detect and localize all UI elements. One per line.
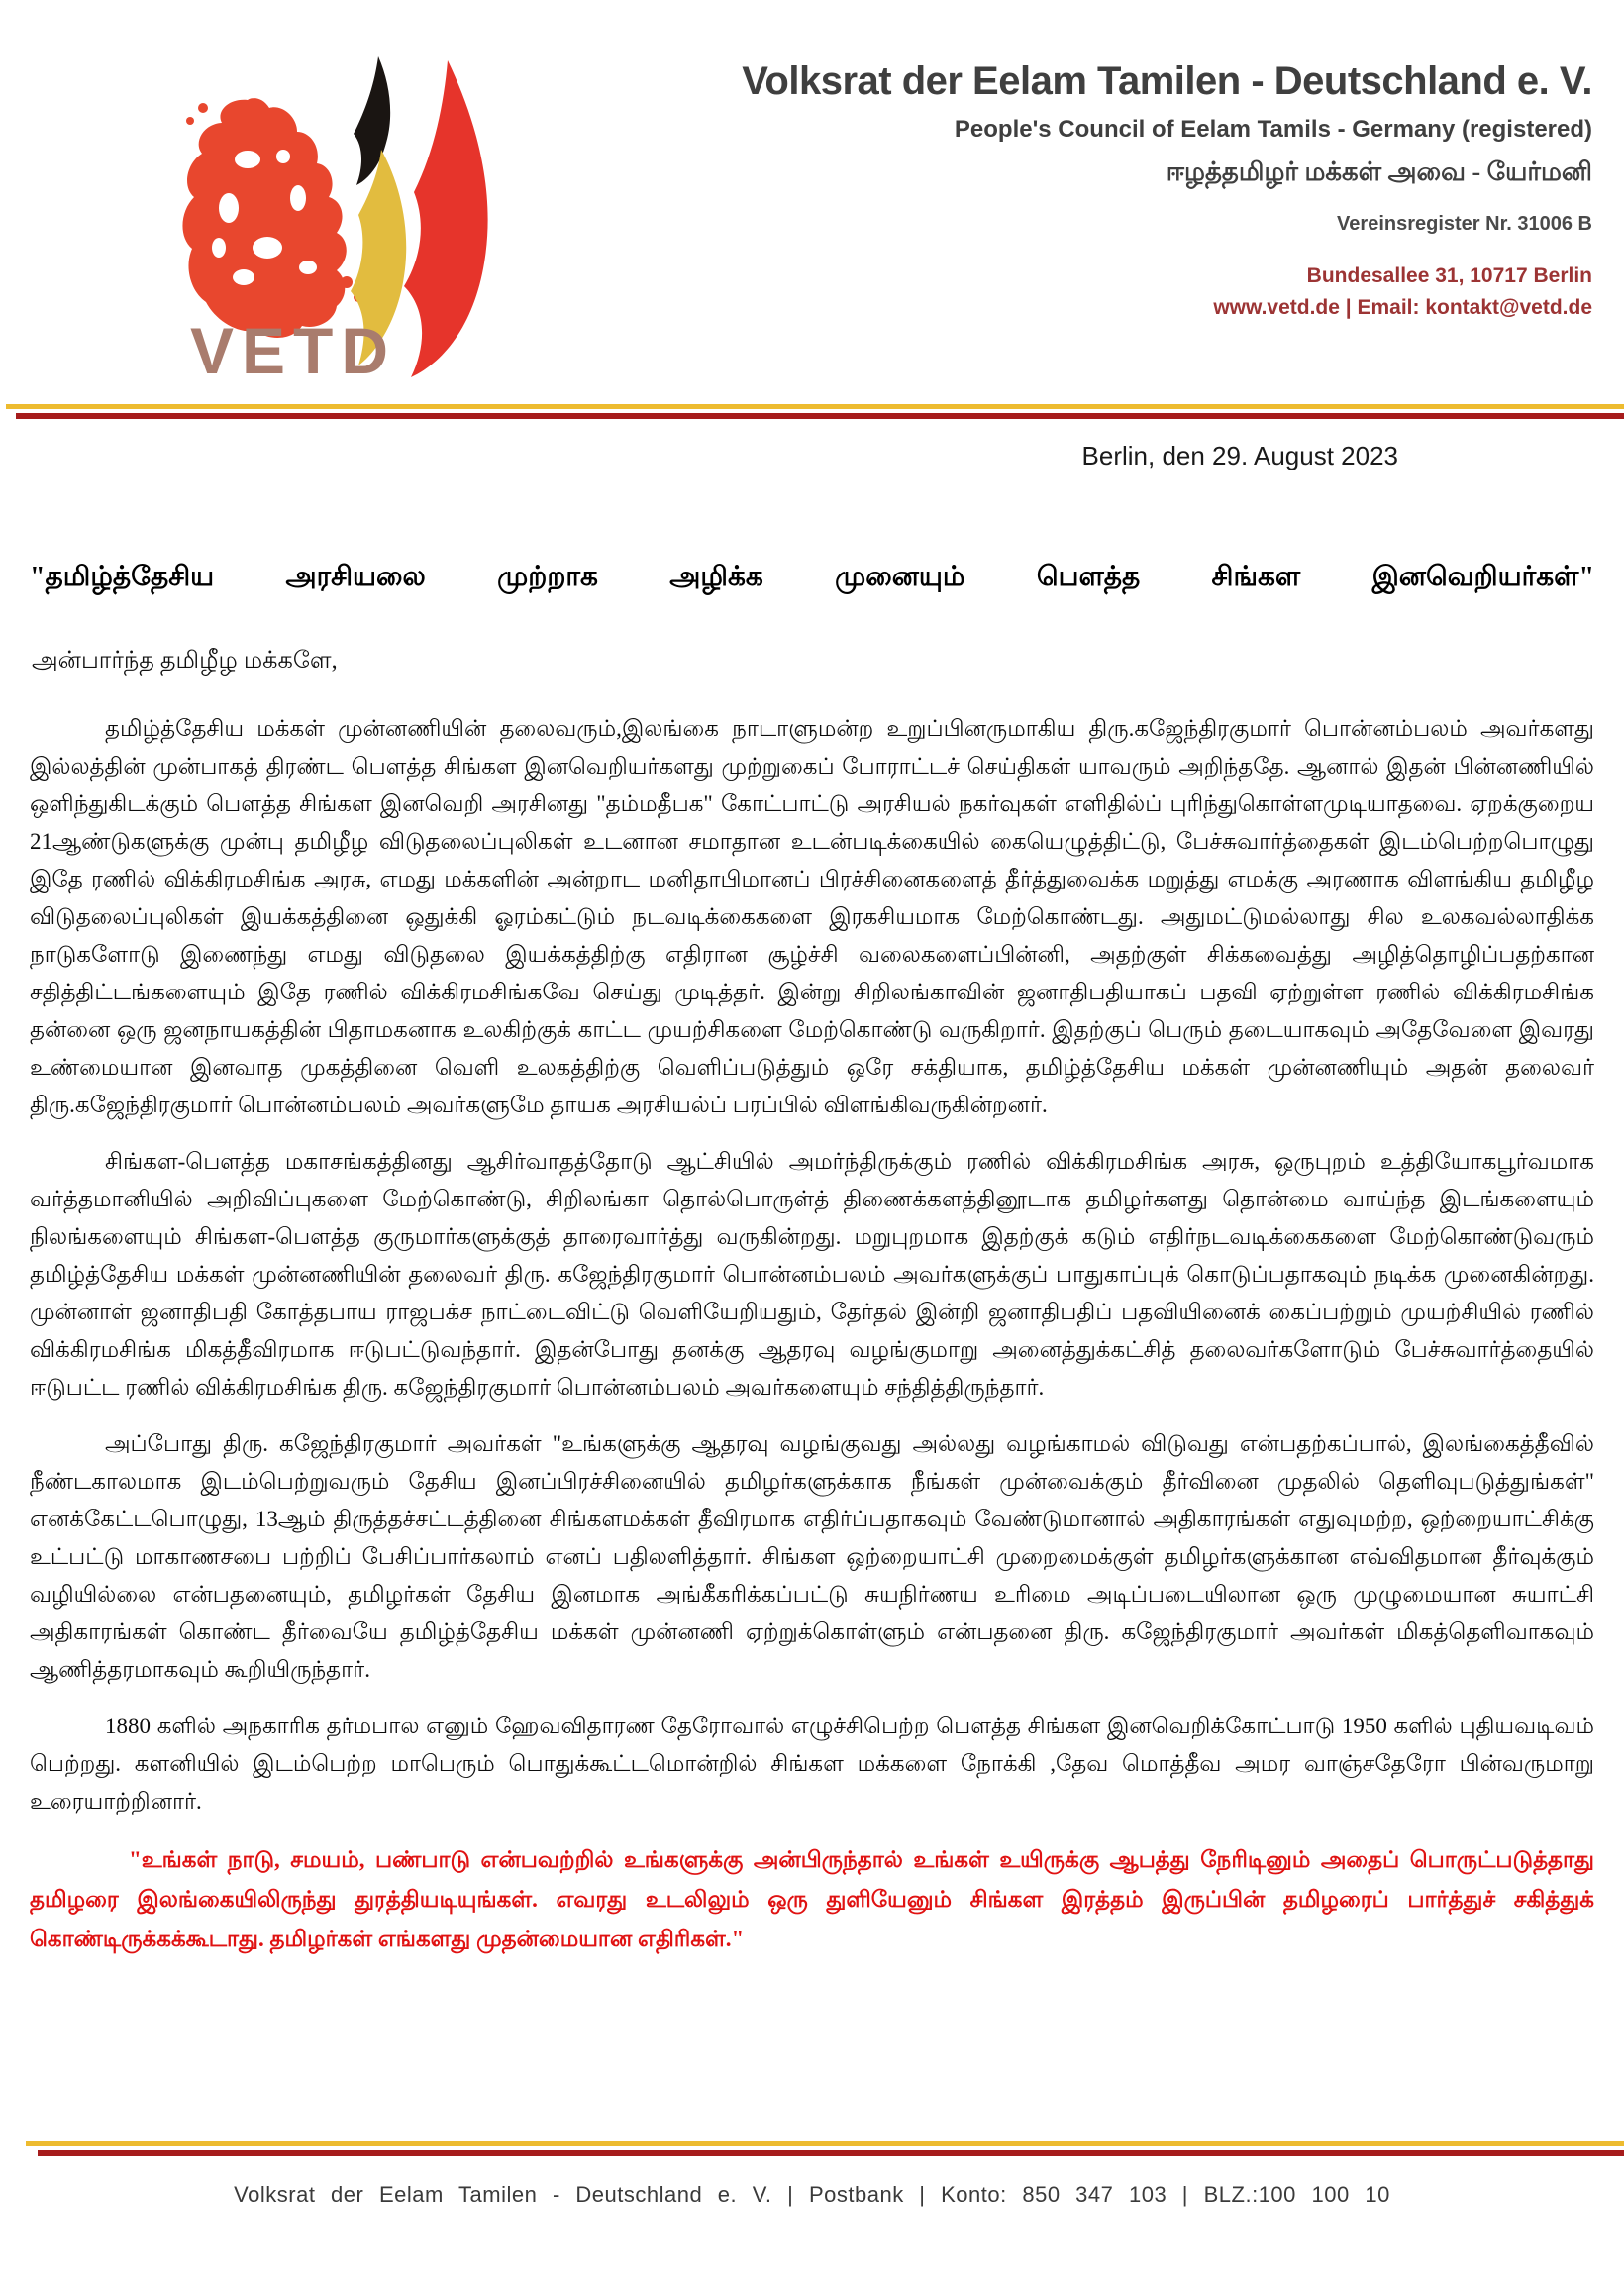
eelam-map-icon [182, 98, 363, 338]
body-paragraph-4: 1880 களில் அநகாரிக தர்மபால எனும் ஹேவவிதாரண தேரோவால் எழுச்சிபெற்ற பௌத்த சிங்கள இனவெறிக்கோட்பாடு 1950 களில் புதியவடிவம் பெற்றது. களனியில் இடம்பெற்ற மாபெரும் பொதுக்கூட்டமொன்றில் சிங்கள மக்களை நோக்கி ,தேவ மொத்தீவ அமர வாஞ்சதேரோ பின்வருமாறு உரையாற்றினார். [30, 1714, 1594, 1814]
headline: "தமிழ்த்தேசிய அரசியலை முற்றாக அழிக்க முனையும் பௌத்த சிங்கள இனவெறியர்கள்" [30, 562, 1594, 592]
flame-red-icon [404, 60, 488, 377]
dateline: Berlin, den 29. August 2023 [1081, 441, 1398, 470]
org-name-tamil: ஈழத்தமிழர் மக்கள் அவை - யேர்மனி [1166, 157, 1592, 186]
page-footer [0, 2141, 1624, 2208]
footer-bank-line: Volksrat der Eelam Tamilen - Deutschland e. V. | Postbank | Konto: 850 347 103 | BLZ.:100 100 10 [234, 2182, 1390, 2207]
salutation: அன்பார்ந்த தமிழீழ மக்களே, [32, 648, 338, 674]
letterhead [0, 0, 1624, 404]
body-paragraph-2: சிங்கள-பௌத்த மகாசங்கத்தினது ஆசிர்வாதத்தோடு ஆட்சியில் அமர்ந்திருக்கும் ரணில் விக்கிரமசிங்க அரசு, ஒருபுறம் உத்தியோகபூர்வமாக வர்த்தமானியில் அறிவிப்புகளை மேற்கொண்டு, சிறிலங்கா தொல்பொருள்த் திணைக்களத்தினூடாக தமிழர்களது தொன்மை வாய்ந்த இடங்களையும் நிலங்களையும் சிங்கள-பௌத்த குருமார்களுக்குத் தாரைவார்த்து வருகின்றது. மறுபுறமாக இதற்குக் கடும் எதிர்நடவடிக்கைகளை மேற்கொண்டுவரும் தமிழ்த்தேசிய மக்கள் முன்னணியின் தலைவர் திரு. கஜேந்திரகுமார் பொன்னம்பலம் அவர்களுக்குப் பாதுகாப்புக் கொடுப்பதாகவும் நடிக்க முனைகின்றது. முன்னாள் ஜனாதிபதி கோத்தபாய ராஜபக்ச நாட்டைவிட்டு வெளியேறியதும், தேர்தல் இன்றி ஜனாதிபதிப் பதவியினைக் கைப்பற்றும் முயற்சியில் ரணில் விக்கிரமசிங்க மிகத்தீவிரமாக ஈடுபட்டுவந்தார். இதன்போது தனக்கு ஆதரவு வழங்குமாறு அனைத்துக்கட்சித் தலைவர்களோடும் பேச்சுவார்த்தையில் ஈடுபட்ட ரணில் விக்கிரமசிங்க திரு. கஜேந்திரகுமார் பொன்னம்பலம் அவர்களையும் சந்தித்திருந்தார். [30, 1149, 1594, 1400]
letter-body [30, 710, 1594, 1821]
org-name-english: People's Council of Eelam Tamils - Germany (registered) [954, 116, 1592, 143]
body-paragraph-1: தமிழ்த்தேசிய மக்கள் முன்னணியின் தலைவரும்,இலங்கை நாடாளுமன்ற உறுப்பினருமாகிய திரு.கஜேந்திரகுமார் பொன்னம்பலம் அவர்களது இல்லத்தின் முன்பாகத் திரண்ட பௌத்த சிங்கள இனவெறியர்களது முற்றுகைப் போராட்டச் செய்திகள் யாவரும் அறிந்ததே. ஆனால் இதன் பின்னணியில் ஒளிந்துகிடக்கும் பௌத்த சிங்கள இனவெறி அரசினது "தம்மதீபக" கோட்பாட்டு அரசியல் நகர்வுகள் எளிதில்ப் புரிந்துகொள்ளமுடியாதவை. ஏறக்குறைய 21ஆண்டுகளுக்கு முன்பு தமிழீழ விடுதலைப்புலிகள் உடனான சமாதான உடன்படிக்கையில் கையெழுத்திட்டு, பேச்சுவார்த்தைகள் இடம்பெற்றபொழுது இதே ரணில் விக்கிரமசிங்க அரசு, எமது மக்களின் அன்றாட மனிதாபிமானப் பிரச்சினைகளைத் தீர்த்துவைக்க மறுத்து எமக்கு அரணாக விளங்கிய தமிழீழ விடுதலைப்புலிகள் இயக்கத்தினை ஒதுக்கி ஓரம்கட்டும் நடவடிக்கைகளை இரகசியமாக மேற்கொண்டது. அதுமட்டுமல்லாது சில உலகவல்லாதிக்க நாடுகளோடு இணைந்து எமது விடுதலை இயக்கத்திற்கு எதிரான சூழ்ச்சி வலைகளைப்பின்னி, அதற்குள் சிக்கவைத்து அழித்தொழிப்பதற்கான சதித்திட்டங்களையும் இதே ரணில் விக்கிரமசிங்கவே செய்து முடித்தர். இன்று சிறிலங்காவின் ஜனாதிபதியாகப் பதவி ஏற்றுள்ள ரணில் விக்கிரமசிங்க தன்னை ஒரு ஜனநாயகத்தின் பிதாமகனாக உலகிற்குக் காட்ட முயற்சிகளை மேற்கொண்டு வருகிறார். இதற்குப் பெரும் தடையாகவும் அதேவேளை இவரது உண்மையான இனவாத முகத்தினை வெளி உலகத்திற்கு வெளிப்படுத்தும் ஒரே சக்தியாக, தமிழ்த்தேசிய மக்கள் முன்னணியும் அதன் தலைவர் திரு.கஜேந்திரகுமார் பொன்னம்பலம் அவர்களுமே தாயக அரசியல்ப் பரப்பில் விளங்கிவருகின்றனர். [30, 716, 1594, 1117]
footer-rule-red [38, 2150, 1624, 2156]
logo-acronym: VETD [190, 314, 397, 387]
register-number: Vereinsregister Nr. 31006 B [1337, 213, 1592, 235]
footer-rule-yellow [26, 2141, 1624, 2146]
postal-address: Bundesallee 31, 10717 Berlin [1306, 264, 1592, 287]
highlight-quote: "உங்கள் நாடு, சமயம், பண்பாடு என்பவற்றில் உங்களுக்கு அன்பிருந்தால் உங்கள் உயிருக்கு ஆபத்து நேரிடினும் அதைப் பொருட்படுத்தாது தமிழரை இலங்கையிலிருந்து துரத்தியடியுங்கள். எவரது உடலிலும் ஒரு துளியேனும் சிங்கள இரத்தம் இருப்பின் தமிழரைப் பார்த்துச் சகித்துக் கொண்டிருக்கக்கூடாது. தமிழர்கள் எங்களது முதன்மையான எதிரிகள்." [30, 1847, 1594, 1951]
body-paragraph-3: அப்போது திரு. கஜேந்திரகுமார் அவர்கள் "உங்களுக்கு ஆதரவு வழங்குவது அல்லது வழங்காமல் விடுவது என்பதற்கப்பால், இலங்கைத்தீவில் நீண்டகாலமாக இடம்பெற்றுவரும் தேசிய இனப்பிரச்சினையில் தமிழர்களுக்காக நீங்கள் முன்வைக்கும் தீர்வினை முதலில் தெளிவுபடுத்துங்கள்" எனக்கேட்டபொழுது, 13ஆம் திருத்தச்சட்டத்தினை சிங்களமக்கள் தீவிரமாக எதிர்ப்பதாகவும் வேண்டுமானால் அதிகாரங்கள் எதுவுமற்ற, ஒற்றையாட்சிக்கு உட்பட்டு மாகாணசபை பற்றிப் பேசிப்பார்கலாம் எனப் பதிலளித்தார். சிங்கள ஒற்றையாட்சி முறைமைக்குள் தமிழர்களுக்கான எவ்விதமான தீர்வுக்கும் வழியில்லை என்பதனையும், தமிழர்கள் தேசிய இனமாக அங்கீகரிக்கப்பட்டு சுயநிர்ணய உரிமை அடிப்படையிலான ஒரு முழுமையான சுயாட்சி அதிகாரங்கள் கொண்ட தீர்வையே தமிழ்த்தேசிய மக்கள் முன்னணி ஏற்றுக்கொள்ளும் என்பதனை திரு. கஜேந்திரகுமார் அவர்கள் மிகத்தெளிவாகவும் ஆணித்தரமாகவும் கூறியிருந்தார். [30, 1431, 1594, 1682]
footer-rule [0, 2141, 1624, 2156]
org-name-german: Volksrat der Eelam Tamilen - Deutschland e. V. [742, 59, 1592, 103]
vetd-logo [99, 28, 495, 416]
website-email: www.vetd.de | Email: kontakt@vetd.de [1213, 296, 1592, 319]
letterhead-text [742, 57, 1592, 323]
